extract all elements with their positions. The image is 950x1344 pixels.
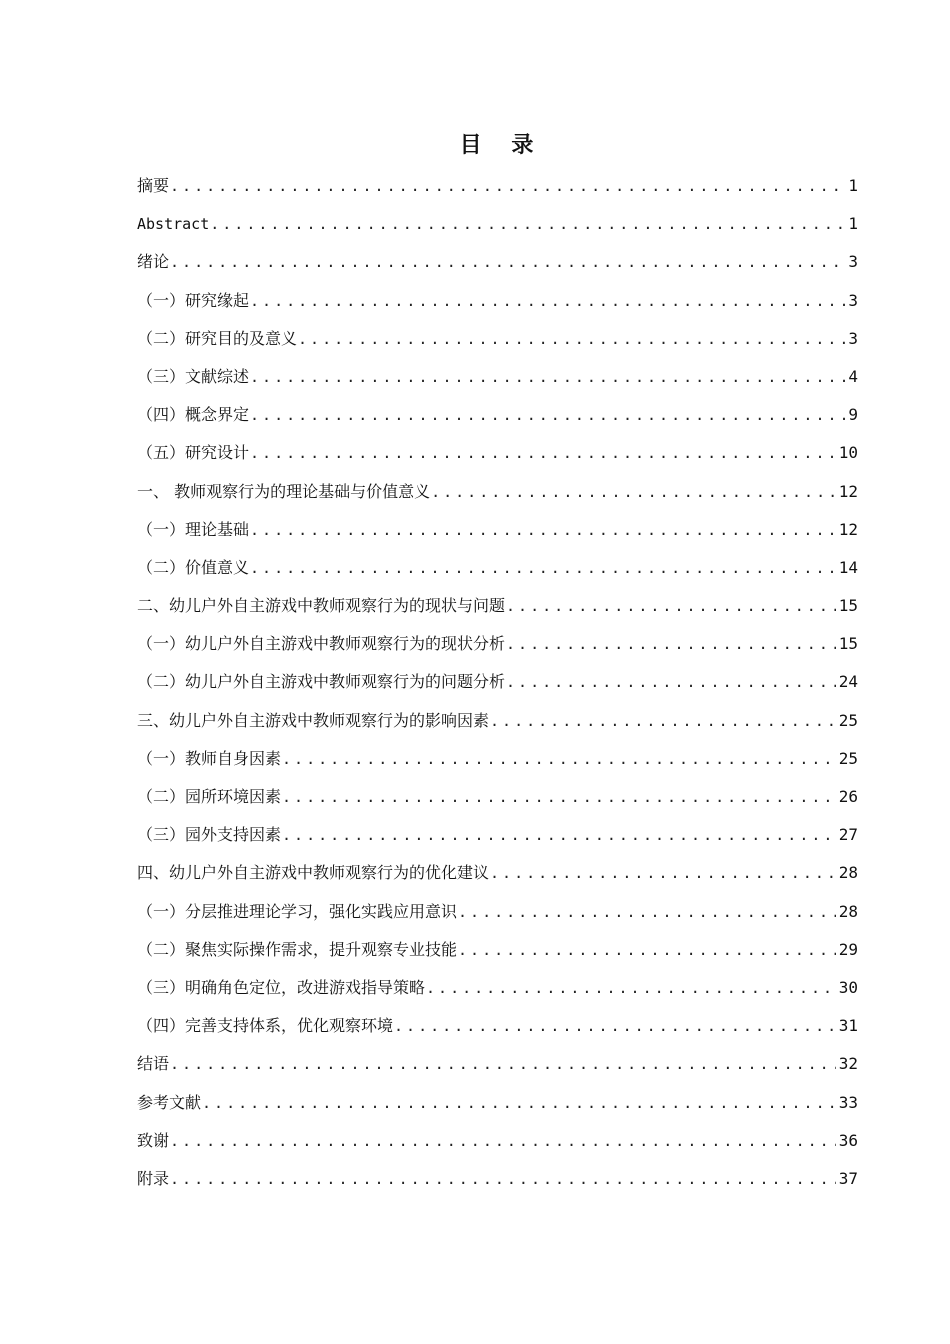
toc-entry-page: 33 <box>838 1092 858 1112</box>
toc-entry[interactable] <box>137 858 858 896</box>
toc-entry-label: （五）研究设计 <box>137 443 250 463</box>
toc-entry-page: 25 <box>838 710 858 730</box>
toc-entry-label: Abstract <box>137 215 210 234</box>
toc-entry[interactable] <box>137 477 858 515</box>
toc-dot-leader <box>458 897 836 927</box>
toc-entry-page: 15 <box>838 596 858 616</box>
toc-entry-page: 31 <box>838 1016 858 1036</box>
toc-entry-page: 28 <box>838 901 858 921</box>
toc-entry-page: 15 <box>838 634 858 654</box>
toc-entry-page: 12 <box>838 519 858 539</box>
toc-entry-label: （一）理论基础 <box>137 519 250 539</box>
toc-entry-page: 9 <box>848 405 858 425</box>
toc-entry[interactable] <box>137 209 858 247</box>
toc-entry-page: 29 <box>838 939 858 959</box>
toc-entry-label: （一）研究缘起 <box>137 290 250 310</box>
toc-dot-leader <box>170 1049 836 1079</box>
toc-entry-page: 1 <box>848 214 858 234</box>
toc-entry-label: （二）研究目的及意义 <box>137 328 298 348</box>
toc-entry-label: 二、幼儿户外自主游戏中教师观察行为的现状与问题 <box>137 596 506 616</box>
toc-entry[interactable] <box>137 706 858 744</box>
toc-entry[interactable] <box>137 171 858 209</box>
toc-entry[interactable] <box>137 629 858 667</box>
toc-dot-leader <box>490 858 836 888</box>
toc-entry-page: 36 <box>838 1130 858 1150</box>
toc-entry[interactable] <box>137 897 858 935</box>
toc-entry-page: 37 <box>838 1168 858 1188</box>
toc-entry-label: （一）幼儿户外自主游戏中教师观察行为的现状分析 <box>137 634 506 654</box>
toc-entry[interactable] <box>137 782 858 820</box>
toc-entry[interactable] <box>137 1164 858 1202</box>
toc-dot-leader <box>170 171 845 201</box>
toc-entry-page: 30 <box>838 977 858 997</box>
toc-entry-label: 绪论 <box>137 252 170 272</box>
toc-title: 目 录 <box>459 133 545 158</box>
toc-entry-label: （二）价值意义 <box>137 557 250 577</box>
toc-dot-leader <box>298 324 845 354</box>
toc-entry[interactable] <box>137 438 858 476</box>
toc-entry-page: 32 <box>838 1054 858 1074</box>
toc-dot-leader <box>170 1126 836 1156</box>
toc-entry[interactable] <box>137 553 858 591</box>
toc-entry-page: 25 <box>838 748 858 768</box>
toc-entry-label: 四、幼儿户外自主游戏中教师观察行为的优化建议 <box>137 863 490 883</box>
toc-entry-label: 一、 教师观察行为的理论基础与价值意义 <box>137 481 431 501</box>
toc-entry-label: （二）幼儿户外自主游戏中教师观察行为的问题分析 <box>137 672 506 692</box>
toc-entry[interactable] <box>137 1011 858 1049</box>
toc-dot-leader <box>431 477 836 507</box>
toc-dot-leader <box>170 247 845 277</box>
toc-dot-leader <box>458 935 836 965</box>
toc-entry[interactable] <box>137 591 858 629</box>
toc-entry[interactable] <box>137 935 858 973</box>
toc-entry-label: （二）园所环境因素 <box>137 787 282 806</box>
toc-entry[interactable] <box>137 400 858 438</box>
toc-dot-leader <box>282 744 836 774</box>
toc-entry[interactable] <box>137 247 858 285</box>
toc-entry-page: 24 <box>838 672 858 692</box>
toc-entry-label: （三）园外支持因素 <box>137 825 282 845</box>
toc-dot-leader <box>506 591 836 621</box>
toc-entry[interactable] <box>137 362 858 400</box>
toc-entry-page: 3 <box>848 252 858 272</box>
toc-entry[interactable] <box>137 286 858 324</box>
toc-dot-leader <box>506 629 836 659</box>
toc-entry-label: 三、幼儿户外自主游戏中教师观察行为的影响因素 <box>137 710 490 730</box>
toc-entry-page: 4 <box>848 366 858 386</box>
toc-dot-leader <box>250 286 845 316</box>
toc-entry[interactable] <box>137 973 858 1011</box>
toc-dot-leader <box>282 820 836 850</box>
toc-dot-leader <box>282 782 836 812</box>
toc-entry-label: 附录 <box>137 1168 170 1188</box>
toc-list <box>137 171 858 1202</box>
toc-entry[interactable] <box>137 515 858 553</box>
toc-entry[interactable] <box>137 667 858 705</box>
toc-entry-page: 3 <box>848 328 858 348</box>
toc-entry-page: 1 <box>848 176 858 195</box>
toc-dot-leader <box>210 209 845 239</box>
toc-entry-page: 27 <box>838 825 858 845</box>
toc-dot-leader <box>250 362 845 392</box>
toc-dot-leader <box>250 400 845 430</box>
toc-dot-leader <box>250 553 836 583</box>
toc-entry-label: （一）教师自身因素 <box>137 748 282 768</box>
toc-entry-label: （一）分层推进理论学习，强化实践应用意识 <box>137 901 458 921</box>
toc-entry-label: 致谢 <box>137 1130 170 1150</box>
toc-dot-leader <box>490 706 836 736</box>
toc-entry-page: 3 <box>848 290 858 310</box>
toc-entry-page: 12 <box>838 481 858 501</box>
toc-entry[interactable] <box>137 1126 858 1164</box>
toc-entry[interactable] <box>137 324 858 362</box>
toc-entry-label: （四）完善支持体系，优化观察环境 <box>137 1016 394 1036</box>
toc-dot-leader <box>506 667 836 697</box>
toc-entry-label: 摘要 <box>137 176 170 195</box>
toc-dot-leader <box>250 515 836 545</box>
toc-entry[interactable] <box>137 1049 858 1087</box>
toc-dot-leader <box>426 973 836 1003</box>
toc-dot-leader <box>250 438 836 468</box>
toc-entry[interactable] <box>137 820 858 858</box>
toc-dot-leader <box>202 1088 836 1118</box>
toc-entry-label: 参考文献 <box>137 1092 202 1112</box>
toc-entry-label: （二）聚焦实际操作需求，提升观察专业技能 <box>137 939 458 959</box>
toc-entry-page: 14 <box>838 557 858 577</box>
toc-entry-label: （三）明确角色定位，改进游戏指导策略 <box>137 977 426 997</box>
toc-dot-leader <box>170 1164 836 1194</box>
toc-entry-label: （四）概念界定 <box>137 405 250 425</box>
toc-entry-label: （三）文献综述 <box>137 366 250 386</box>
toc-entry-label: 结语 <box>137 1054 170 1074</box>
toc-entry-page: 28 <box>838 863 858 883</box>
toc-entry-page: 26 <box>838 787 858 806</box>
toc-dot-leader <box>394 1011 836 1041</box>
toc-entry-page: 10 <box>838 443 858 463</box>
toc-entry[interactable] <box>137 1088 858 1126</box>
toc-entry[interactable] <box>137 744 858 782</box>
